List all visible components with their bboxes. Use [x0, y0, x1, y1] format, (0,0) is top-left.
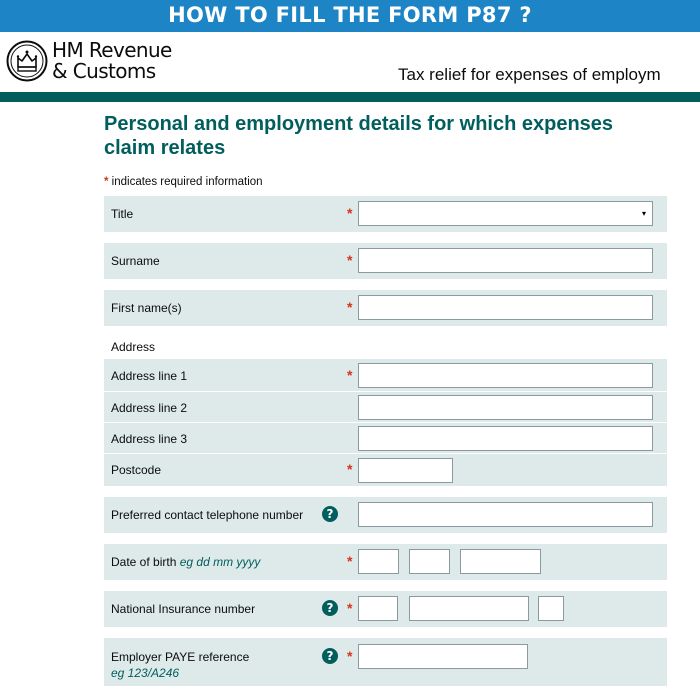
dob-day-input[interactable]	[358, 549, 399, 574]
address-line-3-input[interactable]	[358, 426, 653, 451]
form-row-paye-reference	[104, 638, 667, 686]
banner-title[interactable]: HOW TO FILL THE FORM P87 ?	[0, 0, 700, 32]
question-circle-icon[interactable]: ?	[322, 600, 338, 616]
header-divider	[0, 92, 700, 102]
paye-hint: eg 123/A246	[111, 666, 180, 680]
surname-input[interactable]	[358, 248, 653, 273]
nino-part-2-input[interactable]	[409, 596, 529, 621]
form-row-address-line-1	[104, 359, 667, 391]
nino-part-1-input[interactable]	[358, 596, 398, 621]
dob-label-text: Date of birth	[111, 555, 177, 569]
nino-label: National Insurance number	[111, 602, 256, 616]
first-names-label: First name(s)	[111, 301, 182, 315]
address-line-1-input[interactable]	[358, 363, 653, 388]
form-row-national-insurance	[104, 591, 667, 627]
required-marker: *	[347, 205, 353, 221]
form-row-telephone	[104, 497, 667, 533]
first-names-input[interactable]	[358, 295, 653, 320]
form-row-postcode	[104, 454, 667, 486]
paye-label: Employer PAYE reference	[111, 650, 250, 664]
question-circle-icon[interactable]: ?	[322, 648, 338, 664]
required-marker: *	[347, 553, 353, 569]
page-title: Personal and employment details for which expenses claim relates	[104, 113, 614, 159]
hmrc-logo[interactable]	[6, 40, 172, 82]
nino-part-3-input[interactable]	[538, 596, 564, 621]
dob-label	[111, 555, 260, 569]
required-marker: *	[347, 367, 353, 383]
form-row-address-line-3	[104, 423, 667, 453]
address-line-2-label: Address line 2	[111, 401, 188, 415]
required-marker: *	[347, 461, 353, 477]
address-line-1-label: Address line 1	[111, 369, 188, 383]
surname-label: Surname	[111, 254, 160, 268]
logo-text	[52, 40, 172, 82]
telephone-label: Preferred contact telephone number	[111, 508, 304, 522]
postcode-input[interactable]	[358, 458, 453, 483]
chevron-down-icon: ▾	[641, 209, 646, 218]
dob-month-input[interactable]	[409, 549, 450, 574]
required-asterisk: *	[104, 176, 109, 188]
address-line-2-input[interactable]	[358, 395, 653, 420]
logo-line-2: & Customs	[52, 59, 156, 83]
address-heading: Address	[111, 340, 156, 354]
royal-crest-icon	[6, 40, 48, 82]
title-select[interactable]	[358, 201, 653, 226]
form-row-title	[104, 196, 667, 232]
form-row-surname	[104, 243, 667, 279]
required-marker: *	[347, 648, 353, 664]
dob-hint: eg dd mm yyyy	[179, 555, 261, 569]
question-circle-icon[interactable]: ?	[322, 506, 338, 522]
address-line-3-label: Address line 3	[111, 432, 188, 446]
form-row-address-line-2	[104, 392, 667, 422]
telephone-input[interactable]	[358, 502, 653, 527]
paye-reference-input[interactable]	[358, 644, 528, 669]
required-note-text: indicates required information	[108, 176, 263, 188]
form-row-date-of-birth	[104, 544, 667, 580]
logo-line-1: HM Revenue	[52, 38, 172, 62]
required-marker: *	[347, 299, 353, 315]
dob-year-input[interactable]	[460, 549, 541, 574]
postcode-label: Postcode	[111, 463, 162, 477]
service-title: Tax relief for expenses of employm	[398, 65, 661, 84]
required-note	[104, 176, 263, 188]
title-label: Title	[111, 207, 134, 221]
required-marker: *	[347, 600, 353, 616]
required-marker: *	[347, 252, 353, 268]
form-row-first-names	[104, 290, 667, 326]
